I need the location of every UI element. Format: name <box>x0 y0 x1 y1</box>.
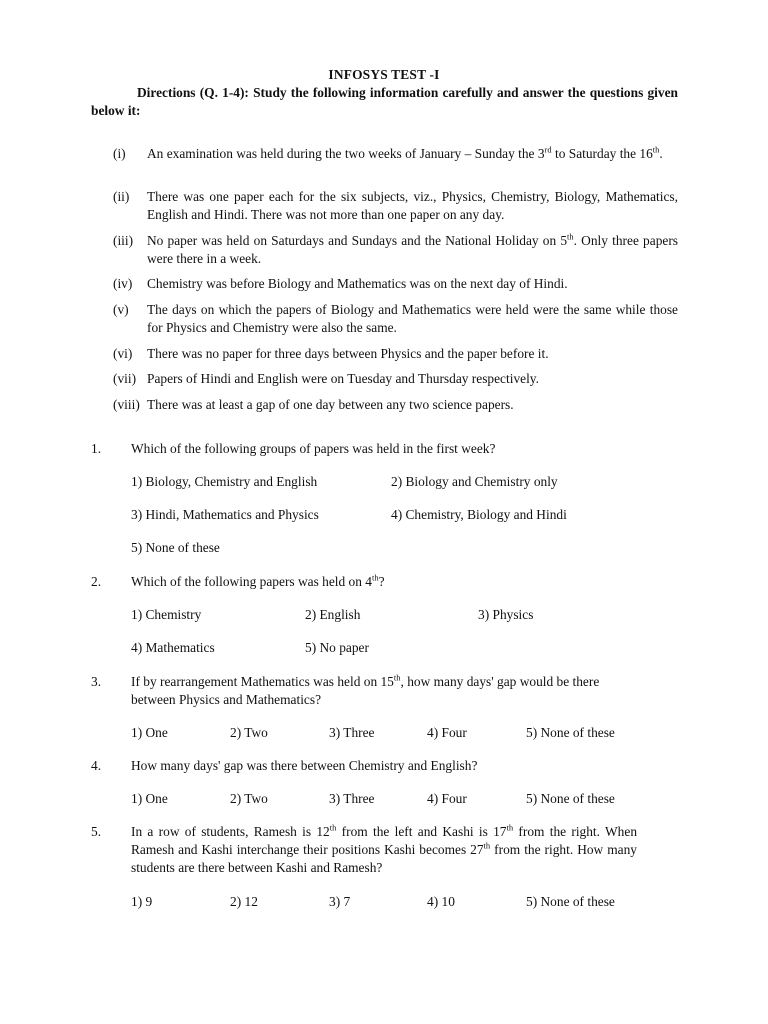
q2-option-4[interactable]: 4) Mathematics <box>131 640 215 655</box>
question-number: 1. <box>91 441 102 456</box>
q3-option-3[interactable]: 3) Three <box>329 725 375 740</box>
condition-text: There was one paper each for the six subjects, viz., Physics, Chemistry, Biology, Mathematics, English and Hindi. There was not more than one paper on any day. <box>147 189 678 222</box>
question-number: 4. <box>91 758 102 773</box>
q1-option-2[interactable]: 2) Biology and Chemistry only <box>391 474 558 489</box>
directions-paragraph <box>91 84 678 120</box>
q4-option-5[interactable]: 5) None of these <box>526 791 615 806</box>
q1-option-4[interactable]: 4) Chemistry, Biology and Hindi <box>391 507 567 522</box>
q2-option-1[interactable]: 1) Chemistry <box>131 607 202 622</box>
condition-number: (ii) <box>113 189 130 204</box>
question-number: 3. <box>91 674 102 689</box>
q3-option-4[interactable]: 4) Four <box>427 725 467 740</box>
condition-number: (vii) <box>113 371 137 386</box>
q2-option-2[interactable]: 2) English <box>305 607 361 622</box>
condition-text: Chemistry was before Biology and Mathematics was on the next day of Hindi. <box>147 276 568 291</box>
condition-text: Papers of Hindi and English were on Tuesday and Thursday respectively. <box>147 371 539 386</box>
question-text: Which of the following papers was held on 4th? <box>131 572 385 589</box>
condition-text: The days on which the papers of Biology and Mathematics were held were the same while those for Physics and Chemistry were also the same. <box>147 302 678 335</box>
q1-option-1[interactable]: 1) Biology, Chemistry and English <box>131 474 318 489</box>
q4-option-1[interactable]: 1) One <box>131 791 168 806</box>
q4-option-3[interactable]: 3) Three <box>329 791 375 806</box>
question-text: Which of the following groups of papers was held in the first week? <box>131 441 496 456</box>
condition-text: There was no paper for three days between Physics and the paper before it. <box>147 346 549 361</box>
q1-option-5[interactable]: 5) None of these <box>131 540 220 555</box>
q5-option-1[interactable]: 1) 9 <box>131 894 153 909</box>
q4-option-2[interactable]: 2) Two <box>230 791 268 806</box>
page-title: INFOSYS TEST -I <box>328 67 440 82</box>
condition-number: (vi) <box>113 346 133 361</box>
question-number: 5. <box>91 824 102 839</box>
q5-option-4[interactable]: 4) 10 <box>427 894 455 909</box>
question-number: 2. <box>91 574 102 589</box>
q3-option-1[interactable]: 1) One <box>131 725 168 740</box>
q1-option-3[interactable]: 3) Hindi, Mathematics and Physics <box>131 507 319 522</box>
q5-option-3[interactable]: 3) 7 <box>329 894 351 909</box>
condition-text: No paper was held on Saturdays and Sundays and the National Holiday on 5th. Only three papers were there in a week. <box>147 231 678 266</box>
q3-option-5[interactable]: 5) None of these <box>526 725 615 740</box>
condition-number: (i) <box>113 146 126 161</box>
condition-text: There was at least a gap of one day between any two science papers. <box>147 397 514 412</box>
q2-option-5[interactable]: 5) No paper <box>305 640 369 655</box>
q5-option-2[interactable]: 2) 12 <box>230 894 258 909</box>
condition-number: (iv) <box>113 276 133 291</box>
q3-option-2[interactable]: 2) Two <box>230 725 268 740</box>
question-text: If by rearrangement Mathematics was held on 15th, how many days' gap would be there between Physics and Mathematics? <box>131 672 600 707</box>
condition-number: (viii) <box>113 397 140 412</box>
question-text: In a row of students, Ramesh is 12th from the left and Kashi is 17th from the right. When Ramesh and Kashi interchange their positions Kashi becomes 27th from the right. How many students are there between Kashi and Ramesh? <box>131 822 638 875</box>
condition-text: An examination was held during the two weeks of January – Sunday the 3rd to Saturday the 16th. <box>147 144 663 161</box>
q5-option-5[interactable]: 5) None of these <box>526 894 615 909</box>
condition-number: (v) <box>113 302 129 317</box>
q2-option-3[interactable]: 3) Physics <box>478 607 534 622</box>
condition-number: (iii) <box>113 233 134 248</box>
question-text: How many days' gap was there between Chemistry and English? <box>131 758 478 773</box>
q4-option-4[interactable]: 4) Four <box>427 791 467 806</box>
directions-text: Directions (Q. 1-4): Study the following information carefully and answer the questions given below it: <box>91 85 678 118</box>
